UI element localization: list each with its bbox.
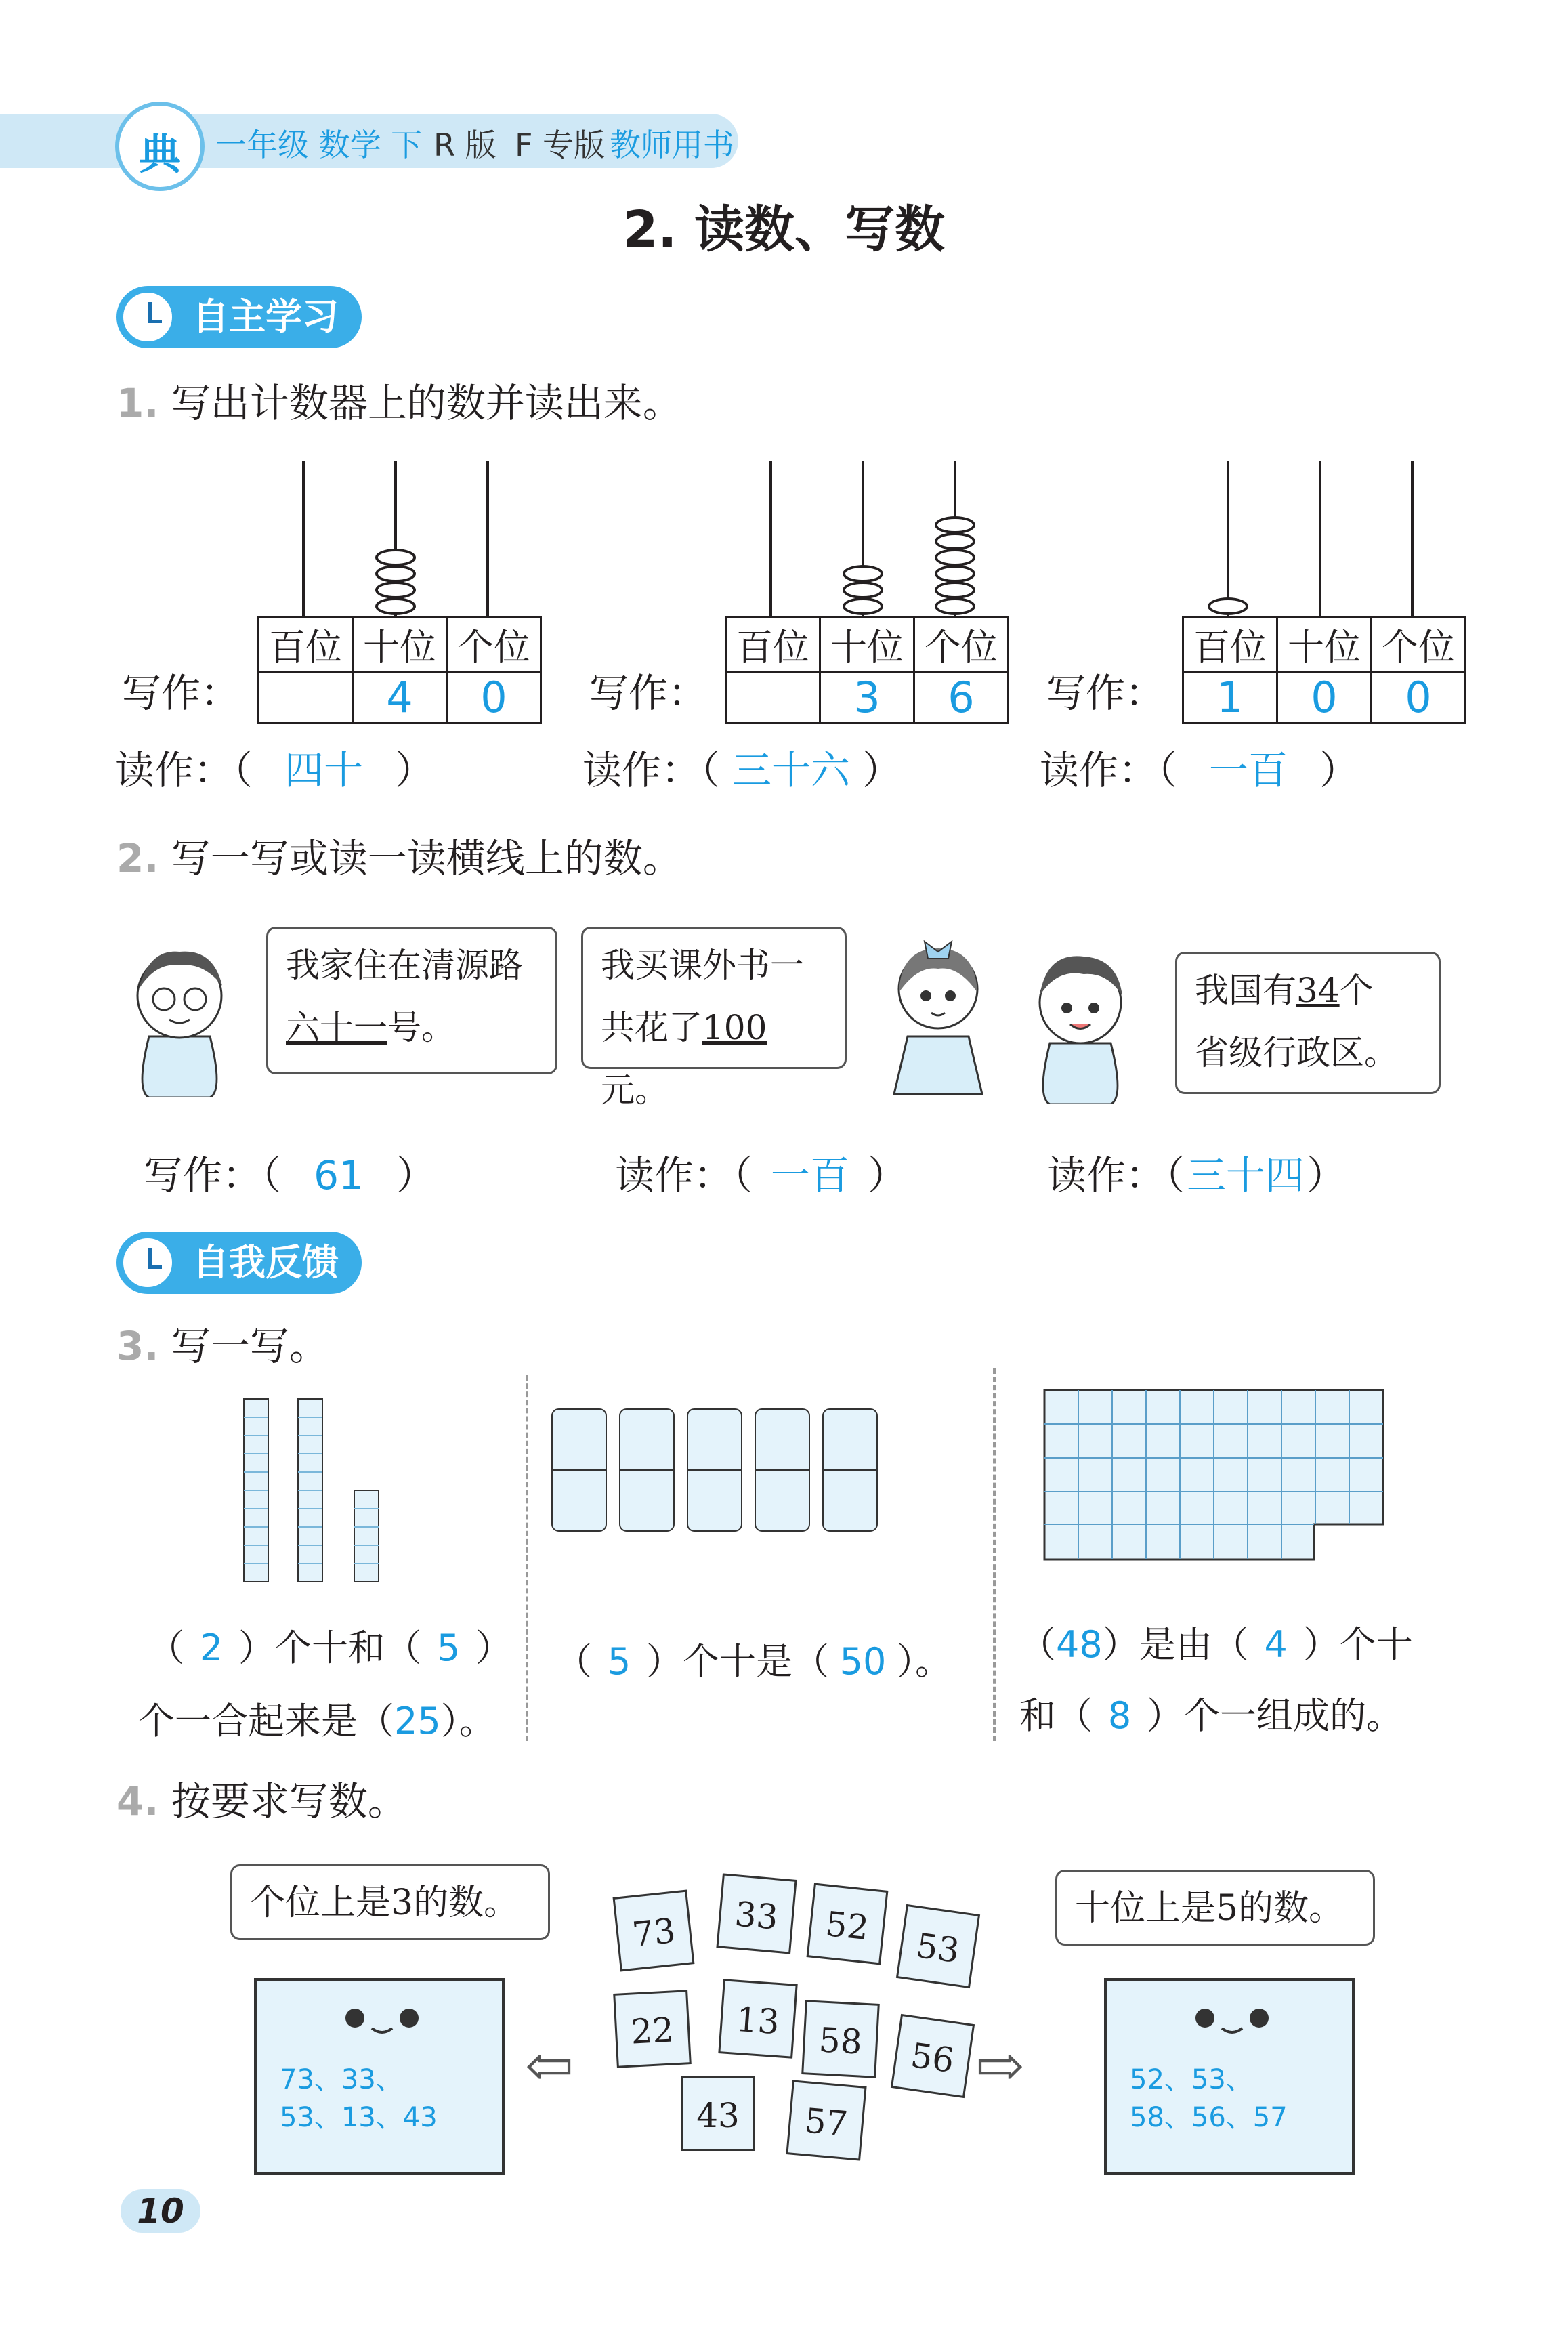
bubble-line: 我买课外书一	[601, 946, 804, 985]
text: 和	[1019, 1694, 1056, 1737]
answer-value: 48	[1056, 1623, 1103, 1666]
place-header: 十位	[1277, 618, 1372, 672]
read-label: 读作：（	[1040, 747, 1178, 793]
place-header: 百位	[259, 618, 353, 672]
digit-cell	[259, 672, 353, 723]
q3-part3-line1: （48）是由（ 4 ）个十	[1019, 1623, 1413, 1666]
boy-illustration	[1023, 942, 1138, 1104]
write-label: 写作：	[1046, 670, 1165, 716]
boy-with-glasses-illustration	[122, 935, 237, 1097]
paren-close: ）	[1319, 747, 1359, 793]
question-number: 1.	[116, 380, 159, 426]
right-requirement-bubble: 十位上是5的数。	[1055, 1870, 1375, 1946]
speech-bubble-1	[266, 927, 557, 1074]
abacus-bead	[375, 581, 416, 599]
bubble-text: 号。	[387, 1008, 455, 1047]
abacus-bead	[843, 565, 883, 583]
text: 个十	[1339, 1623, 1413, 1666]
digit-cell: 0	[1372, 672, 1466, 723]
abacus-bead	[1208, 597, 1248, 615]
number-card: 22	[613, 1990, 692, 2068]
paren-open: （	[261, 1152, 282, 1198]
question-text: 写一写。	[171, 1323, 329, 1369]
paren-close: ）	[1307, 1152, 1347, 1198]
base-ten-blocks	[240, 1392, 383, 1585]
place-value-table	[1182, 616, 1466, 724]
paren-open: （	[1165, 1152, 1185, 1198]
answer-label: 读作：	[615, 1152, 734, 1198]
abacus-bead	[935, 597, 975, 615]
answer-value: 一百	[771, 1152, 850, 1198]
paren-close: ）	[396, 1152, 436, 1198]
question-number: 4.	[116, 1778, 159, 1824]
left-answer-box	[254, 1978, 505, 2175]
speech-bubble-2	[581, 927, 847, 1110]
answer-value: 8	[1107, 1694, 1132, 1737]
digit-cell: 3	[820, 672, 914, 723]
question-2	[116, 826, 682, 883]
divider	[993, 1368, 996, 1741]
abacus-bead	[935, 549, 975, 566]
underlined-number: 100	[702, 1008, 767, 1047]
place-header: 个位	[914, 618, 1009, 672]
text: 是由	[1139, 1623, 1212, 1666]
abacus-rod	[302, 461, 305, 616]
q3-part2: （ 5 ）个十是（ 50 ）。	[555, 1640, 952, 1683]
place-value-table	[725, 616, 1009, 724]
digit-cell: 0	[447, 672, 541, 723]
answer-value: 2	[199, 1627, 224, 1669]
q3-part1-line1: （ 2 ）个十和（ 5 ）	[148, 1627, 512, 1669]
read-answer: 一百	[1209, 747, 1288, 793]
abacus-bead	[935, 516, 975, 534]
bubble-text: 元。	[601, 1070, 669, 1110]
question-number: 3.	[116, 1323, 159, 1369]
right-answer-line2: 58、56、57	[1130, 2102, 1288, 2133]
left-requirement-bubble: 个位上是3的数。	[230, 1864, 550, 1940]
number-card: 58	[801, 2000, 880, 2078]
page-number: 10	[121, 2189, 200, 2233]
answer-value: 5	[436, 1627, 461, 1669]
right-answer-line1: 52、53、	[1130, 2064, 1253, 2095]
place-header: 十位	[353, 618, 447, 672]
text: 个一组成的。	[1183, 1694, 1403, 1737]
square-grid	[1043, 1389, 1389, 1565]
left-answer-line1: 73、33、	[280, 2064, 403, 2095]
number-card: 53	[896, 1904, 980, 1988]
q2-answer-2	[615, 1143, 907, 1200]
paren-close: ）	[868, 1152, 908, 1198]
underlined-number: 34	[1296, 971, 1340, 1010]
number-card: 73	[613, 1890, 695, 1972]
number-card: 52	[807, 1883, 889, 1965]
speech-bubble-3	[1175, 952, 1441, 1094]
text: 。	[915, 1640, 952, 1683]
text: 个一合起来是	[138, 1700, 358, 1742]
place-header: 十位	[820, 618, 914, 672]
paren-close: ）	[862, 747, 902, 793]
read-line	[115, 738, 434, 795]
right-answer-box	[1104, 1978, 1355, 2175]
clock-icon	[119, 1234, 176, 1291]
read-label: 读作：（	[115, 747, 253, 793]
write-label: 写作：	[122, 670, 240, 716]
arrow-right-icon: ⇨	[975, 2032, 1025, 2100]
divider	[526, 1375, 528, 1741]
section-label: 自我反馈	[192, 1241, 339, 1284]
text: 个十和	[275, 1627, 385, 1669]
paren-open: （	[733, 1152, 753, 1198]
abacus-bead	[935, 565, 975, 583]
digit-cell: 4	[353, 672, 447, 723]
abacus-bead	[375, 597, 416, 615]
number-card: 33	[716, 1873, 797, 1954]
girl-illustration	[884, 928, 992, 1097]
number-card: 57	[786, 2080, 866, 2160]
header-book-type: 教师用书	[610, 127, 734, 163]
answer-value: 4	[1264, 1623, 1288, 1666]
page-title: 2. 读数、写数	[622, 201, 946, 259]
number-card: 13	[718, 1979, 797, 2058]
answer-value: 5	[607, 1640, 631, 1683]
paren-close: ）	[395, 747, 435, 793]
digit-cell: 1	[1183, 672, 1277, 723]
q3-part3-line2: 和（ 8 ）个一组成的。	[1019, 1694, 1403, 1737]
q2-answer-3	[1047, 1143, 1346, 1200]
arrow-left-icon: ⇦	[525, 2032, 574, 2100]
digit-cell: 6	[914, 672, 1009, 723]
read-answer: 四十	[284, 747, 364, 793]
abacus-bead	[843, 597, 883, 615]
place-header: 个位	[447, 618, 541, 672]
place-value-table	[257, 616, 542, 724]
question-text: 写出计数器上的数并读出来。	[171, 380, 682, 426]
abacus-bead	[935, 532, 975, 550]
place-header: 百位	[726, 618, 820, 672]
read-line	[1040, 738, 1359, 795]
header-edition-f: F 专版	[515, 127, 606, 163]
abacus-bead	[375, 549, 416, 566]
number-card: 43	[681, 2076, 755, 2151]
answer-label: 写作：	[144, 1152, 262, 1198]
write-label: 写作：	[589, 670, 708, 716]
abacus-bead	[843, 581, 883, 599]
bubble-text: 共花了	[601, 1008, 702, 1047]
abacus-bead	[935, 581, 975, 599]
box-face	[301, 2001, 463, 2042]
place-header: 百位	[1183, 618, 1277, 672]
read-answer: 三十六	[732, 747, 851, 793]
bubble-text: 我国有	[1195, 971, 1296, 1010]
stick-bundles	[549, 1402, 891, 1545]
box-face	[1151, 2001, 1313, 2042]
header-grade-subject: 一年级 数学 下	[215, 127, 423, 163]
answer-value: 25	[394, 1700, 441, 1742]
question-number: 2.	[116, 835, 159, 881]
abacus-rod	[1411, 461, 1414, 616]
place-header: 个位	[1372, 618, 1466, 672]
read-label: 读作：（	[582, 747, 721, 793]
logo	[115, 102, 205, 191]
text: 。	[459, 1700, 496, 1742]
answer-value: 50	[839, 1640, 887, 1683]
digit-cell: 0	[1277, 672, 1372, 723]
q2-answer-1	[144, 1143, 436, 1200]
read-line	[582, 738, 902, 795]
question-4	[116, 1769, 407, 1826]
abacus-rod	[486, 461, 489, 616]
left-answer-line2: 53、13、43	[280, 2102, 438, 2133]
abacus-bead	[375, 565, 416, 583]
abacus-rod	[1319, 461, 1321, 616]
digit-cell	[726, 672, 820, 723]
section-label: 自主学习	[192, 295, 339, 338]
clock-icon	[119, 289, 176, 345]
bubble-text: 个	[1339, 971, 1374, 1010]
abacus-rod	[769, 461, 772, 616]
answer-value: 61	[314, 1152, 364, 1198]
abacus-rod	[1227, 461, 1229, 616]
header-edition-r: R 版	[433, 127, 496, 163]
question-1	[116, 371, 682, 428]
question-text: 写一写或读一读横线上的数。	[171, 835, 682, 881]
answer-value: 三十四	[1187, 1152, 1305, 1198]
question-text: 按要求写数。	[171, 1778, 407, 1824]
bubble-line: 我家住在清源路	[286, 946, 523, 985]
answer-label: 读作：	[1047, 1152, 1166, 1198]
logo-text: 典	[138, 129, 181, 179]
bubble-line: 省级行政区。	[1195, 1033, 1398, 1072]
q3-part1-line2: 个一合起来是（25）。	[138, 1700, 496, 1742]
underlined-number: 六十一	[286, 1008, 387, 1047]
question-3	[116, 1314, 329, 1371]
text: 个十是	[683, 1640, 792, 1683]
number-card: 56	[891, 2014, 975, 2098]
